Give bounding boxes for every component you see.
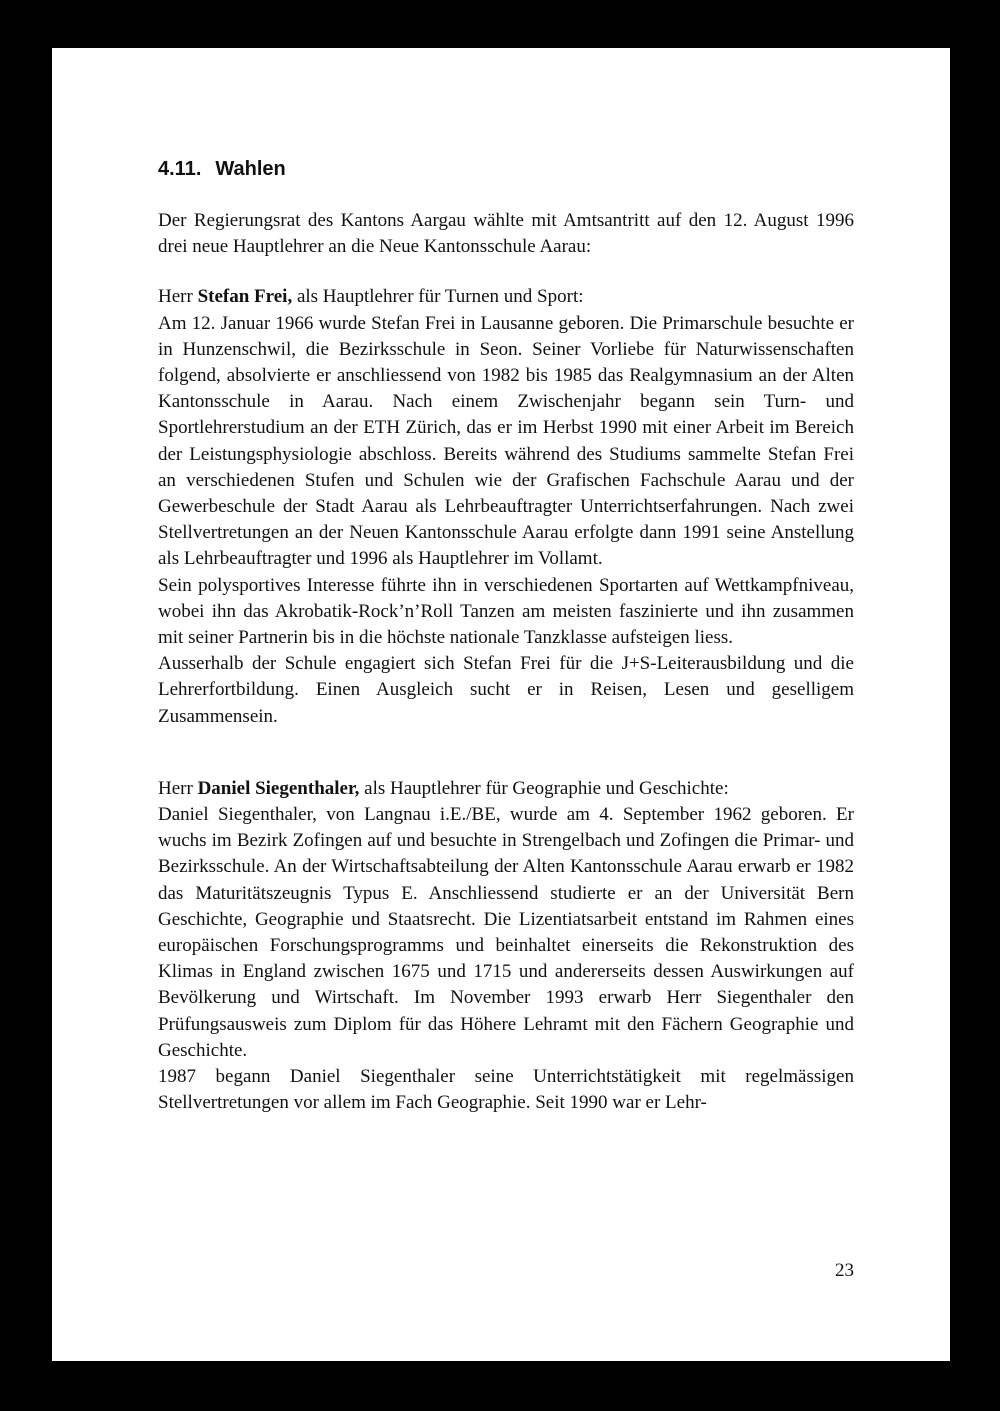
person-lead [158,284,854,310]
document-page [52,48,950,1361]
person-role: als Hauptlehrer für Geographie und Geschichte: [364,777,729,799]
section-title: Wahlen [215,158,286,180]
body-paragraph: Sein polysportives Interesse führte ihn in verschiedenen Sportarten auf Wettkampfniveau, wobei ihn das Akrobatik-Rock’n’Roll Tanzen am meisten faszinierte und ihn zusammen mit seiner Partnerin bis in die höchste nationale Tanzklasse aufsteigen liess. [158,574,854,649]
section-heading [158,156,854,182]
body-paragraph: Am 12. Januar 1966 wurde Stefan Frei in Lausanne geboren. Die Primarschule besuchte er in Hunzenschwil, die Bezirksschule in Seon. Seiner Vorliebe für Naturwissenschaften folgend, absolvierte er anschliessend von 1982 bis 1985 das Realgymnasium an der Alten Kantonsschule in Aarau. Nach einem Zwischenjahr begann sein Turn- und Sportlehrerstudium an der ETH Zürich, das er im Herbst 1990 mit einer Arbeit im Bereich der Leistungsphysiologie abschloss. Bereits während des Studiums sammelte Stefan Frei an verschiedenen Stufen und Schulen wie der Grafischen Fachschule Aarau und der Gewerbeschule der Stadt Aarau als Lehrbeauftragter Unterrichtserfahrungen. Nach zwei Stellvertretungen an der Neuen Kantonsschule Aarau erfolgte dann 1991 seine Anstellung als Lehrbeauftragter und 1996 als Hauptlehrer im Vollamt. [158,312,854,570]
intro-paragraph: Der Regierungsrat des Kantons Aargau wählte mit Amtsantritt auf den 12. August 1996 drei neue Hauptlehrer an die Neue Kantonsschule Aarau: [158,210,854,258]
body-paragraph: Ausserhalb der Schule engagiert sich Stefan Frei für die J+S-Leiterausbildung und die Lehrerfortbildung. Einen Ausgleich sucht er in Reisen, Lesen und geselligem Zusammensein. [158,653,854,727]
person-name: Daniel Siegenthaler, [197,777,360,799]
person-section-daniel-siegenthaler [158,776,854,1117]
person-name: Stefan Frei, [197,286,293,308]
person-section-stefan-frei [158,284,854,729]
person-role: als Hauptlehrer für Turnen und Sport: [296,286,584,308]
person-prefix: Herr [158,286,193,308]
page-number: 23 [835,1260,854,1281]
body-paragraph: 1987 begann Daniel Siegenthaler seine Unterrichtstätigkeit mit regelmässigen Stellvertretungen vor allem im Fach Geographie. Seit 1990 war er Lehr- [158,1066,854,1114]
person-prefix: Herr [158,777,193,799]
section-number: 4.11. [158,158,202,180]
person-lead [158,776,854,802]
body-paragraph: Daniel Siegenthaler, von Langnau i.E./BE, wurde am 4. September 1962 geboren. Er wuchs im Bezirk Zofingen auf und besuchte in Strengelbach und Zofingen die Primar- und Bezirksschule. An der Wirtschaftsabteilung der Alten Kantonsschule Aarau erwarb er 1982 das Maturitätszeugnis Typus E. Anschliessend studierte er an der Universität Bern Geschichte, Geographie und Staatsrecht. Die Lizentiatsarbeit entstand im Rahmen eines europäischen Forschungsprogramms und beinhaltet einerseits die Rekonstruktion des Klimas in England zwischen 1675 und 1715 und andererseits dessen Auswirkungen auf Bevölkerung und Wirtschaft. Im November 1993 erwarb Herr Siegenthaler den Prüfungsausweis zum Diplom für das Höhere Lehramt mit den Fächern Geographie und Geschichte. [158,804,854,1061]
